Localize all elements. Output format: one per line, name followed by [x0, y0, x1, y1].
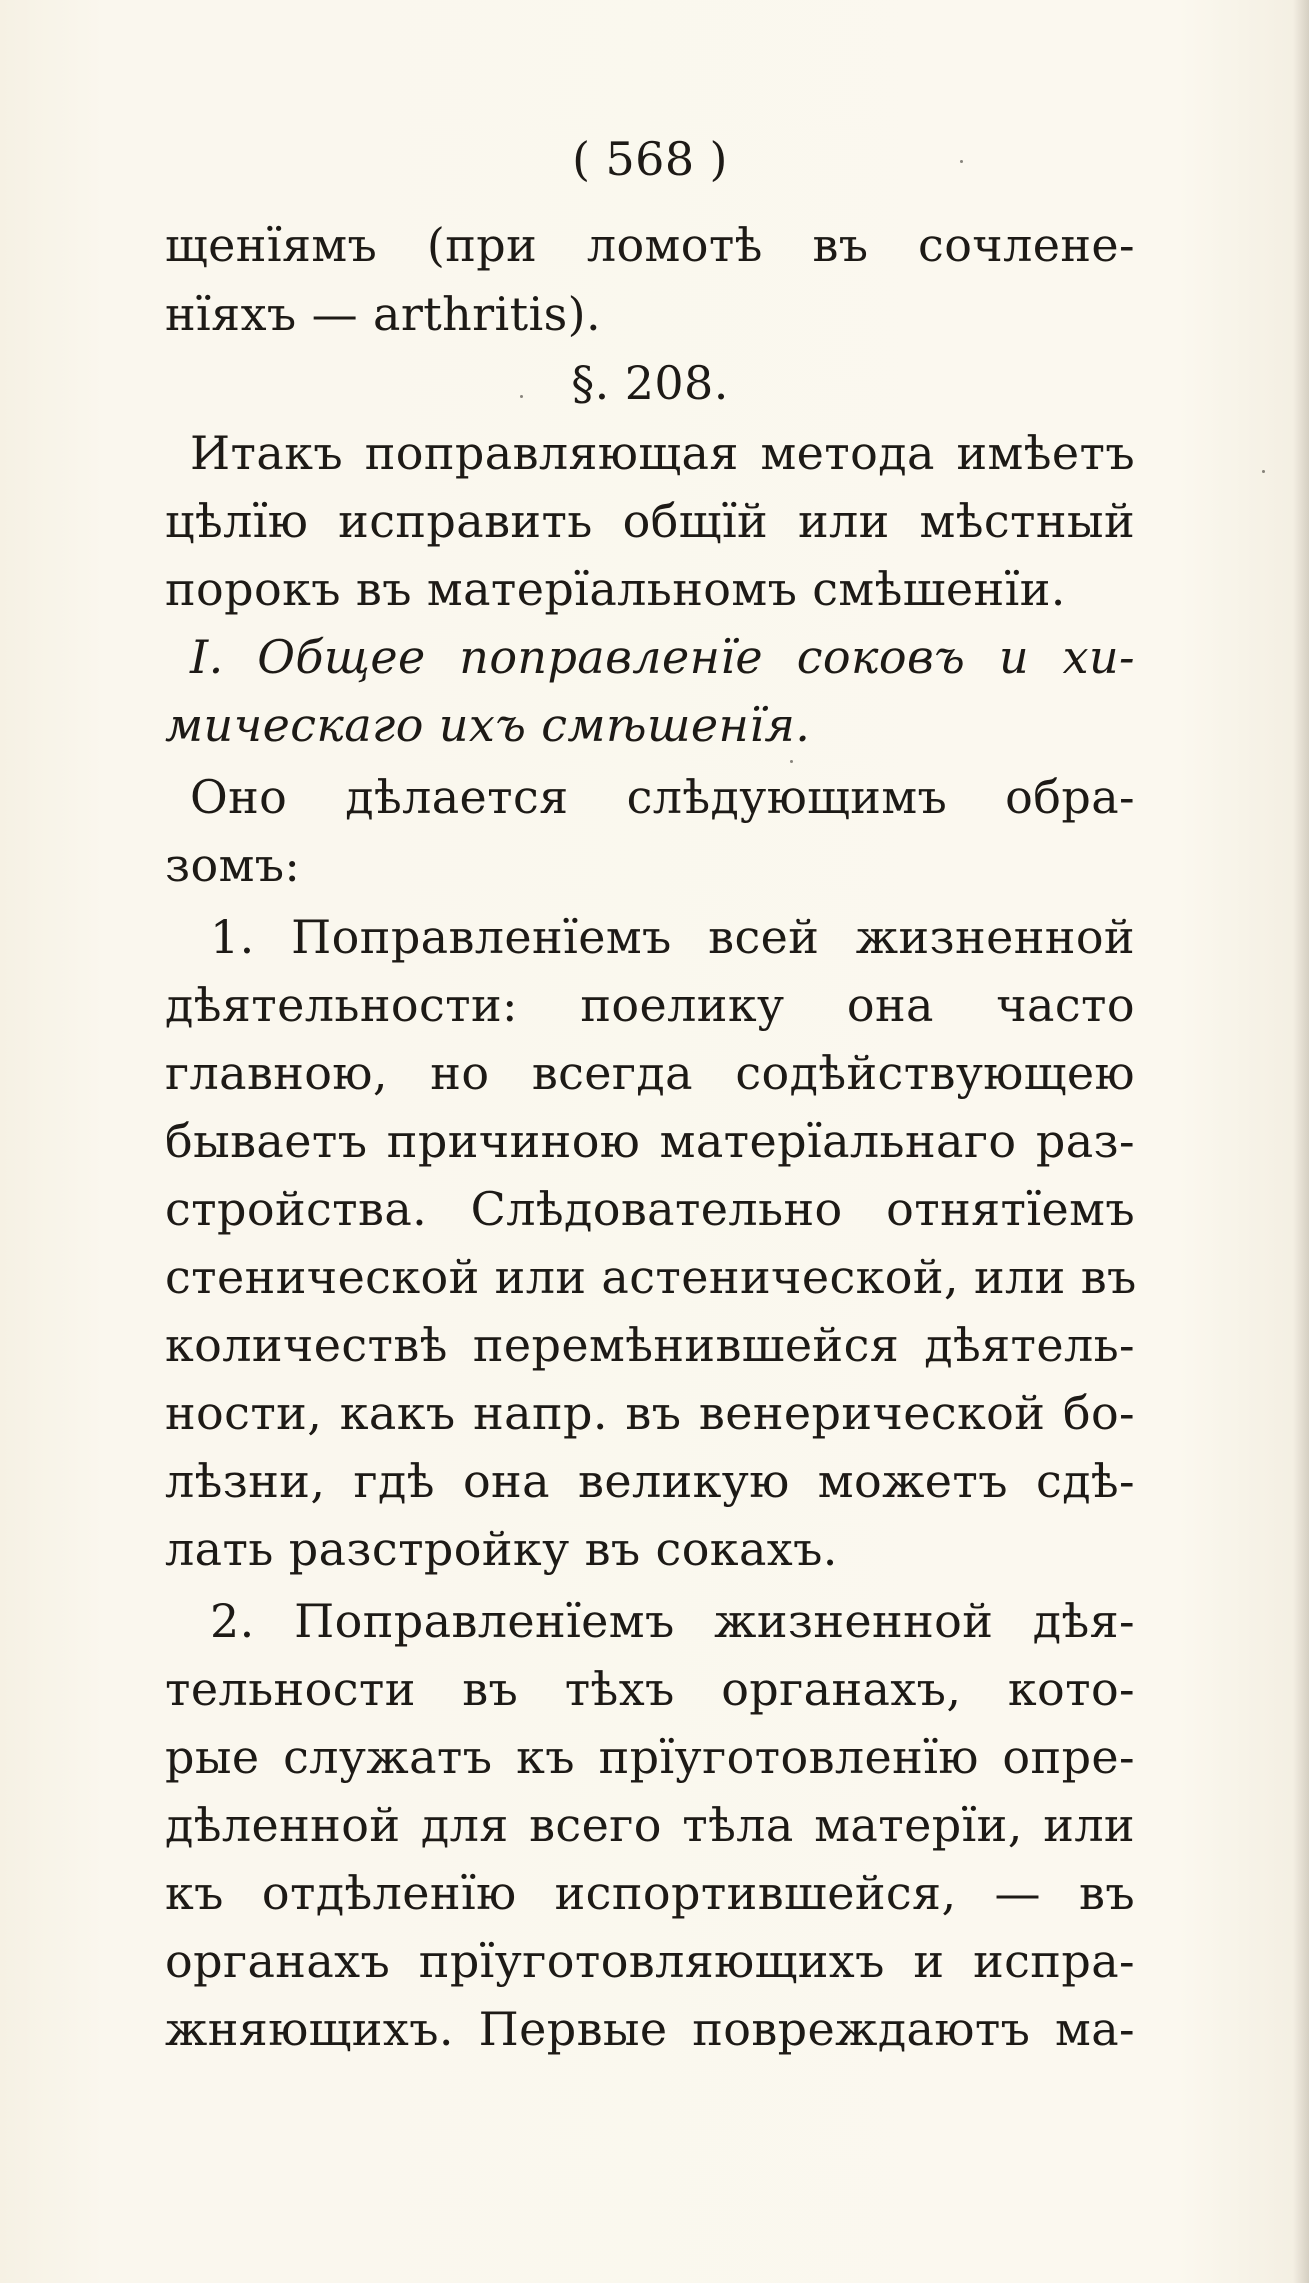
paper-speck	[790, 760, 793, 763]
list-item-2-line-5: къ отдѣленїю испортившейся, — въ	[165, 1866, 1135, 1920]
page-number: ( 568 )	[572, 132, 728, 186]
list-item-1-line-1: 1. Поправленїемъ всей жизненной	[210, 910, 1135, 964]
page-edge-shadow	[1293, 0, 1309, 2283]
text-line-5: цѣлїю исправить общїй или мѣстный	[165, 494, 1135, 548]
paper-speck	[520, 395, 523, 398]
list-item-2-line-7: жняющихъ. Первые повреждаютъ ма-	[165, 2002, 1135, 2056]
text-line-9: Оно дѣлается слѣдующимъ обра-	[190, 770, 1135, 824]
paper-speck	[960, 160, 963, 163]
section-number: §. 208.	[571, 356, 729, 410]
paper-speck	[1262, 470, 1265, 473]
text-line-4: Итакъ поправляющая метода имѣетъ	[190, 426, 1135, 480]
list-item-2-line-2: тельности въ тѣхъ органахъ, кото-	[165, 1662, 1135, 1716]
list-item-1-line-3: главною, но всегда содѣйствующею	[165, 1046, 1135, 1100]
list-item-2-line-4: дѣленной для всего тѣла матерїи, или	[165, 1798, 1135, 1852]
list-item-1-line-5: стройства. Слѣдовательно отнятїемъ	[165, 1182, 1135, 1236]
list-item-2-line-6: органахъ прїуготовляющихъ и испра-	[165, 1934, 1135, 1988]
list-item-1-line-4: бываетъ причиною матерїальнаго раз-	[165, 1114, 1135, 1168]
subheading-text-1: I. Общее поправленїе соковъ и хи-	[190, 630, 1135, 684]
subheading-line-1	[190, 624, 1135, 690]
text-line-6: порокъ въ матерїальномъ смѣшенїи.	[165, 562, 1066, 616]
list-item-1-line-2: дѣятельности: поелику она часто	[165, 978, 1135, 1032]
text-line-2: нїяхъ — arthritis).	[165, 287, 602, 341]
list-item-2-line-1: 2. Поправленїемъ жизненной дѣя-	[210, 1594, 1135, 1648]
list-item-1-line-10: лать разстройку въ сокахъ.	[165, 1522, 838, 1576]
list-item-1-line-6: стенической или астенической, или въ	[165, 1250, 1137, 1304]
text-line-1: щенїямъ (при ломотѣ въ сочлене-	[165, 218, 1135, 272]
list-item-1-line-7: количествѣ перемѣнившейся дѣятель-	[165, 1318, 1135, 1372]
list-item-1-line-9: лѣзни, гдѣ она великую можетъ сдѣ-	[165, 1454, 1135, 1508]
list-item-2-line-3: рые служатъ къ прїуготовленїю опре-	[165, 1730, 1135, 1784]
text-line-10: зомъ:	[165, 838, 301, 892]
subheading-line-2: мическаго ихъ смѣшенїя.	[165, 698, 811, 752]
list-item-1-line-8: ности, какъ напр. въ венерической бо-	[165, 1386, 1135, 1440]
